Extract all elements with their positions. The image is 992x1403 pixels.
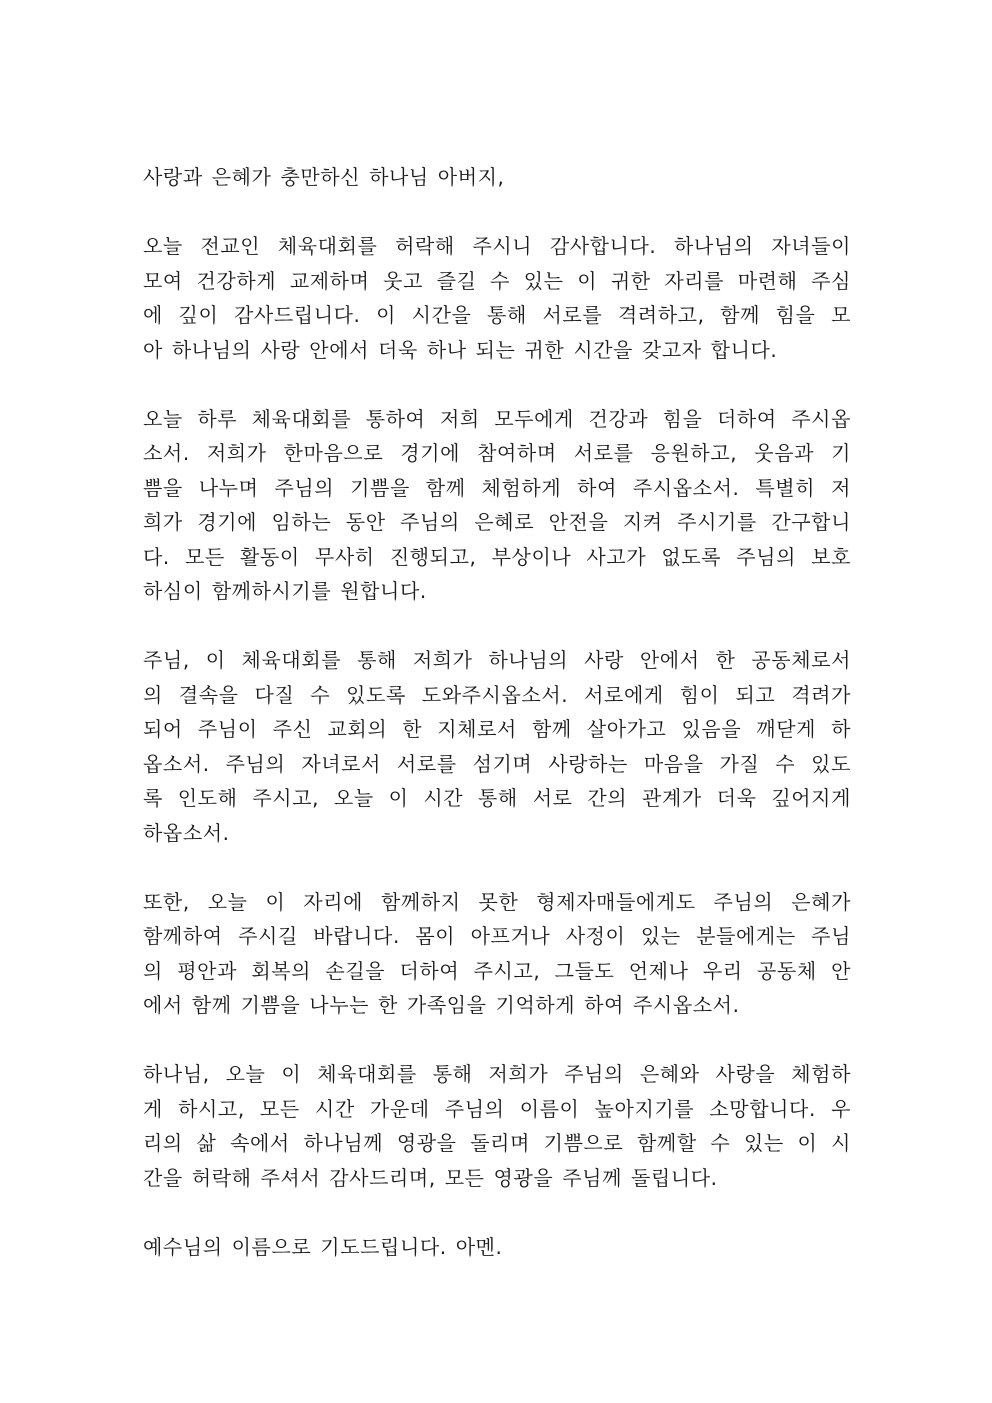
prayer-text — [143, 160, 851, 1264]
paragraph-gap — [143, 1195, 851, 1230]
text-line: 게 하시고, 모든 시간 가운데 주님의 이름이 높아지기를 소망합니다. 우 — [143, 1096, 851, 1121]
paragraph-gap — [143, 367, 851, 402]
paragraph-gap — [143, 1023, 851, 1058]
text-line: 하나님, 오늘 이 체육대회를 통해 저희가 주님의 은혜와 사랑을 체험하 — [143, 1062, 851, 1086]
paragraph-greeting — [143, 160, 851, 195]
text-line: 희가 경기에 임하는 동안 주님의 은혜로 안전을 지켜 주시기를 간구합니 — [143, 510, 851, 534]
paragraph-community — [143, 643, 851, 850]
text-line: 되어 주님이 주신 교회의 한 지체로서 함께 살아가고 있음을 깨닫게 하 — [143, 717, 851, 741]
paragraph-gap — [143, 195, 851, 230]
text-line: 소서. 저희가 한마음으로 경기에 참여하며 서로를 응원하고, 웃음과 기 — [143, 441, 851, 465]
text-line: 예수님의 이름으로 기도드립니다. 아멘. — [143, 1234, 503, 1259]
paragraph-gap — [143, 609, 851, 644]
text-line: 하심이 함께하시기를 원합니다. — [143, 579, 427, 603]
text-line: 의 결속을 다질 수 있도록 도와주시옵소서. 서로에게 힘이 되고 격려가 — [143, 682, 851, 707]
text-line: 사랑과 은혜가 충만하신 하나님 아버지, — [143, 165, 505, 189]
text-line: 오늘 전교인 체육대회를 허락해 주시니 감사합니다. 하나님의 자녀들이 — [143, 234, 851, 258]
paragraph-closing — [143, 1230, 851, 1265]
text-line: 에서 함께 기쁨을 나누는 한 가족임을 기억하게 하여 주시옵소서. — [143, 993, 740, 1017]
paragraph-health-safety — [143, 402, 851, 609]
text-line: 다. 모든 활동이 무사히 진행되고, 부상이나 사고가 없도록 주님의 보호 — [143, 544, 851, 569]
text-line: 모여 건강하게 교제하며 웃고 즐길 수 있는 이 귀한 자리를 마련해 주심 — [143, 268, 851, 293]
paragraph-thanks — [143, 229, 851, 367]
text-line: 옵소서. 주님의 자녀로서 서로를 섬기며 사랑하는 마음을 가질 수 있도 — [143, 751, 851, 776]
text-line: 오늘 하루 체육대회를 통하여 저희 모두에게 건강과 힘을 더하여 주시옵 — [143, 406, 851, 431]
text-line: 쁨을 나누며 주님의 기쁨을 함께 체험하게 하여 주시옵소서. 특별히 저 — [143, 475, 851, 500]
text-line: 하옵소서. — [143, 820, 230, 845]
text-line: 에 깊이 감사드립니다. 이 시간을 통해 서로를 격려하고, 함께 힘을 모 — [143, 303, 851, 327]
text-line: 록 인도해 주시고, 오늘 이 시간 통해 서로 간의 관계가 더욱 깊어지게 — [143, 786, 851, 810]
text-line: 주님, 이 체육대회를 통해 저희가 하나님의 사랑 안에서 한 공동체로서 — [143, 648, 851, 672]
paragraph-gap — [143, 850, 851, 885]
text-line: 또한, 오늘 이 자리에 함께하지 못한 형제자매들에게도 주님의 은혜가 — [143, 889, 851, 914]
text-line: 간을 허락해 주셔서 감사드리며, 모든 영광을 주님께 돌립니다. — [143, 1165, 718, 1190]
text-line: 아 하나님의 사랑 안에서 더욱 하나 되는 귀한 시간을 갖고자 합니다. — [143, 337, 778, 362]
text-line: 함께하여 주시길 바랍니다. 몸이 아프거나 사정이 있는 분들에게는 주님 — [143, 924, 851, 948]
text-line: 의 평안과 회복의 손길을 더하여 주시고, 그들도 언제나 우리 공동체 안 — [143, 958, 851, 983]
paragraph-absent-members — [143, 885, 851, 1023]
paragraph-glory — [143, 1057, 851, 1195]
text-line: 리의 삶 속에서 하나님께 영광을 돌리며 기쁨으로 함께할 수 있는 이 시 — [143, 1131, 851, 1155]
